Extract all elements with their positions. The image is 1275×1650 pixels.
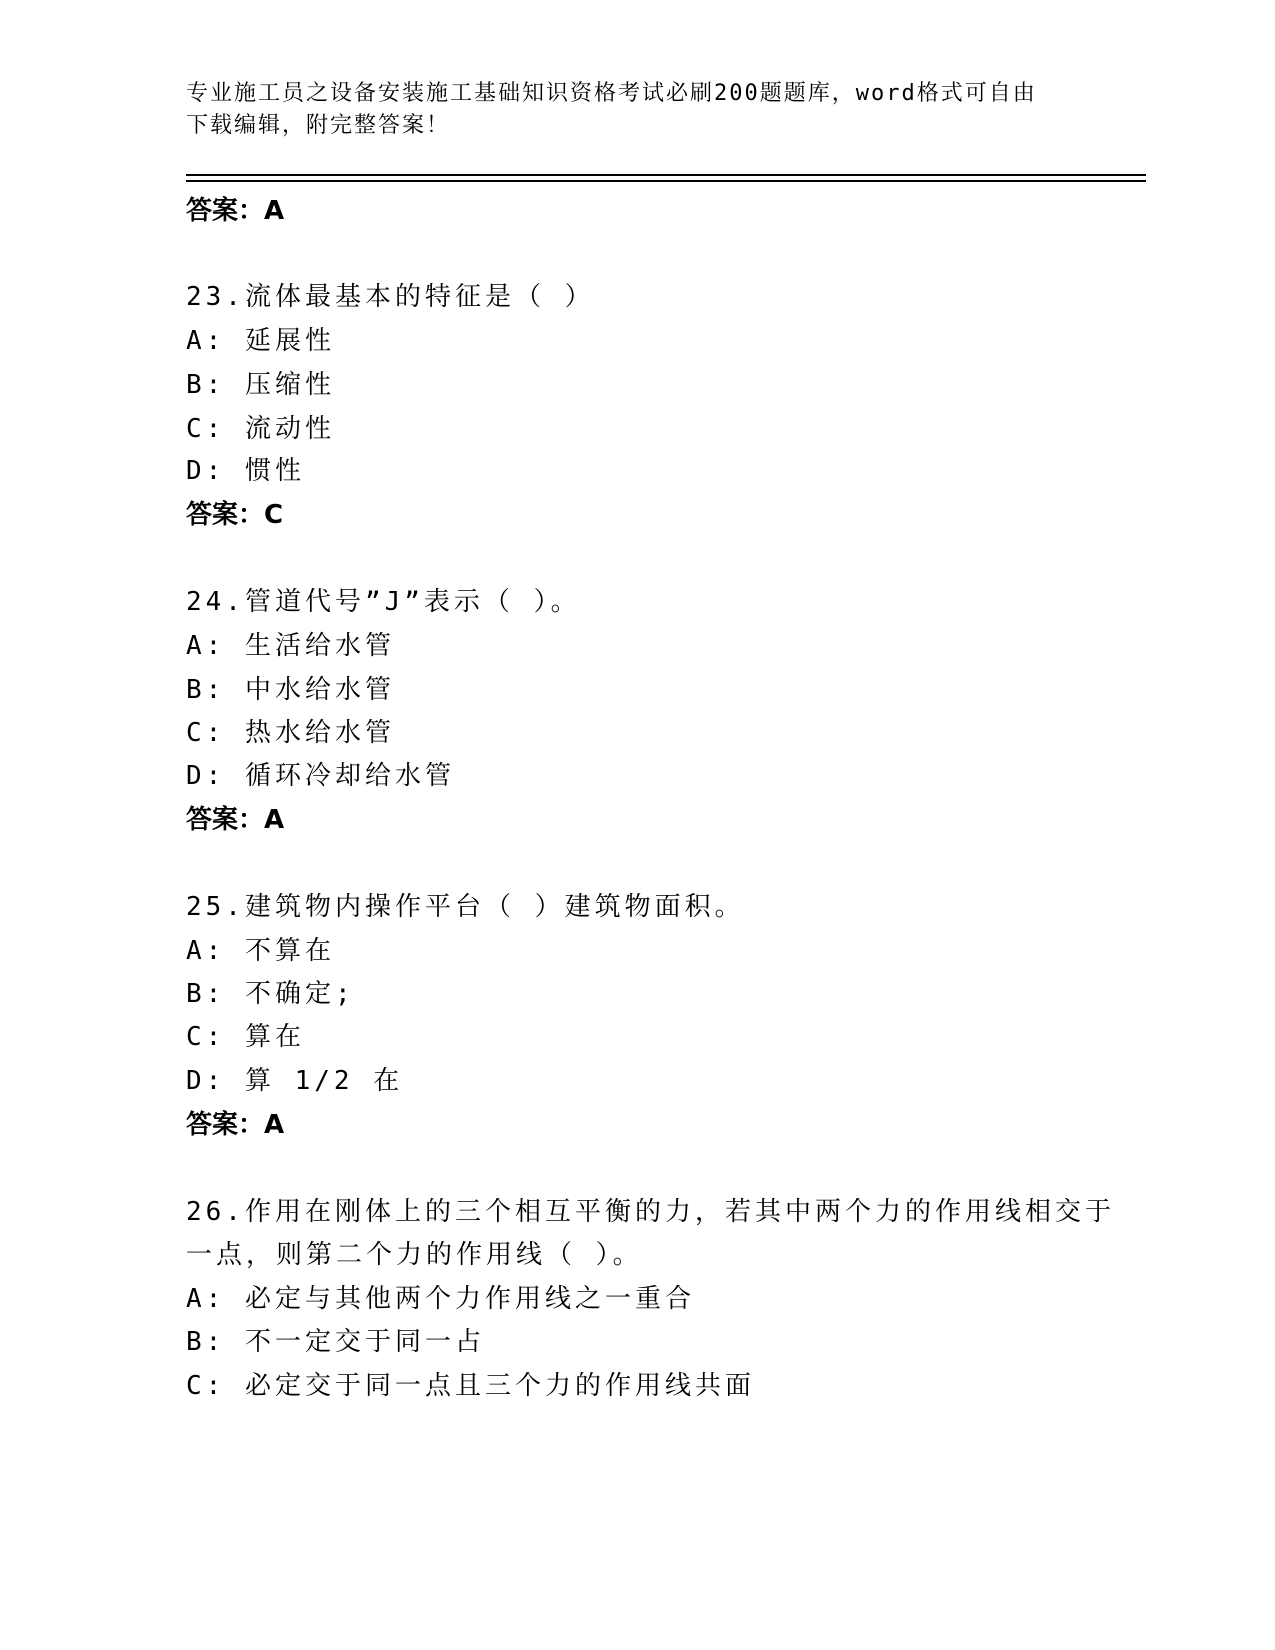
header-rule-bottom xyxy=(186,180,1146,182)
question-24-option-c: C: 热水给水管 xyxy=(186,718,395,748)
question-23-option-d: D: 惯性 xyxy=(186,456,305,486)
document-header-line-1: 专业施工员之设备安装施工基础知识资格考试必刷200题题库，word格式可自由 xyxy=(186,81,1037,106)
question-23-option-a: A: 延展性 xyxy=(186,326,335,356)
answer-24: 答案：A xyxy=(186,805,285,835)
question-25-option-d: D: 算 1/2 在 xyxy=(186,1066,404,1096)
question-26-option-a: A: 必定与其他两个力作用线之一重合 xyxy=(186,1284,695,1314)
question-25-option-c: C: 算在 xyxy=(186,1022,305,1052)
question-23-option-c: C: 流动性 xyxy=(186,414,335,444)
question-24: 24.管道代号”J”表示（ ）。 xyxy=(186,587,581,617)
question-23-option-b: B: 压缩性 xyxy=(186,370,335,400)
answer-25: 答案：A xyxy=(186,1110,285,1140)
question-26-option-c: C: 必定交于同一点且三个力的作用线共面 xyxy=(186,1371,755,1401)
question-24-option-a: A: 生活给水管 xyxy=(186,631,395,661)
question-24-option-d: D: 循环冷却给水管 xyxy=(186,761,455,791)
question-26-line-2: 一点，则第二个力的作用线（ ）。 xyxy=(186,1240,643,1270)
answer-22: 答案：A xyxy=(186,196,285,226)
question-25: 25.建筑物内操作平台（ ）建筑物面积。 xyxy=(186,892,745,922)
document-header-line-2: 下载编辑，附完整答案！ xyxy=(186,113,451,138)
question-26-option-b: B: 不一定交于同一占 xyxy=(186,1327,485,1357)
question-23: 23.流体最基本的特征是（ ） xyxy=(186,282,595,312)
question-25-option-b: B: 不确定; xyxy=(186,979,355,1009)
header-rule-top xyxy=(186,174,1146,176)
question-26-line-1: 26.作用在刚体上的三个相互平衡的力，若其中两个力的作用线相交于 xyxy=(186,1197,1115,1227)
question-24-option-b: B: 中水给水管 xyxy=(186,675,395,705)
answer-23: 答案：C xyxy=(186,500,284,530)
question-25-option-a: A: 不算在 xyxy=(186,936,335,966)
